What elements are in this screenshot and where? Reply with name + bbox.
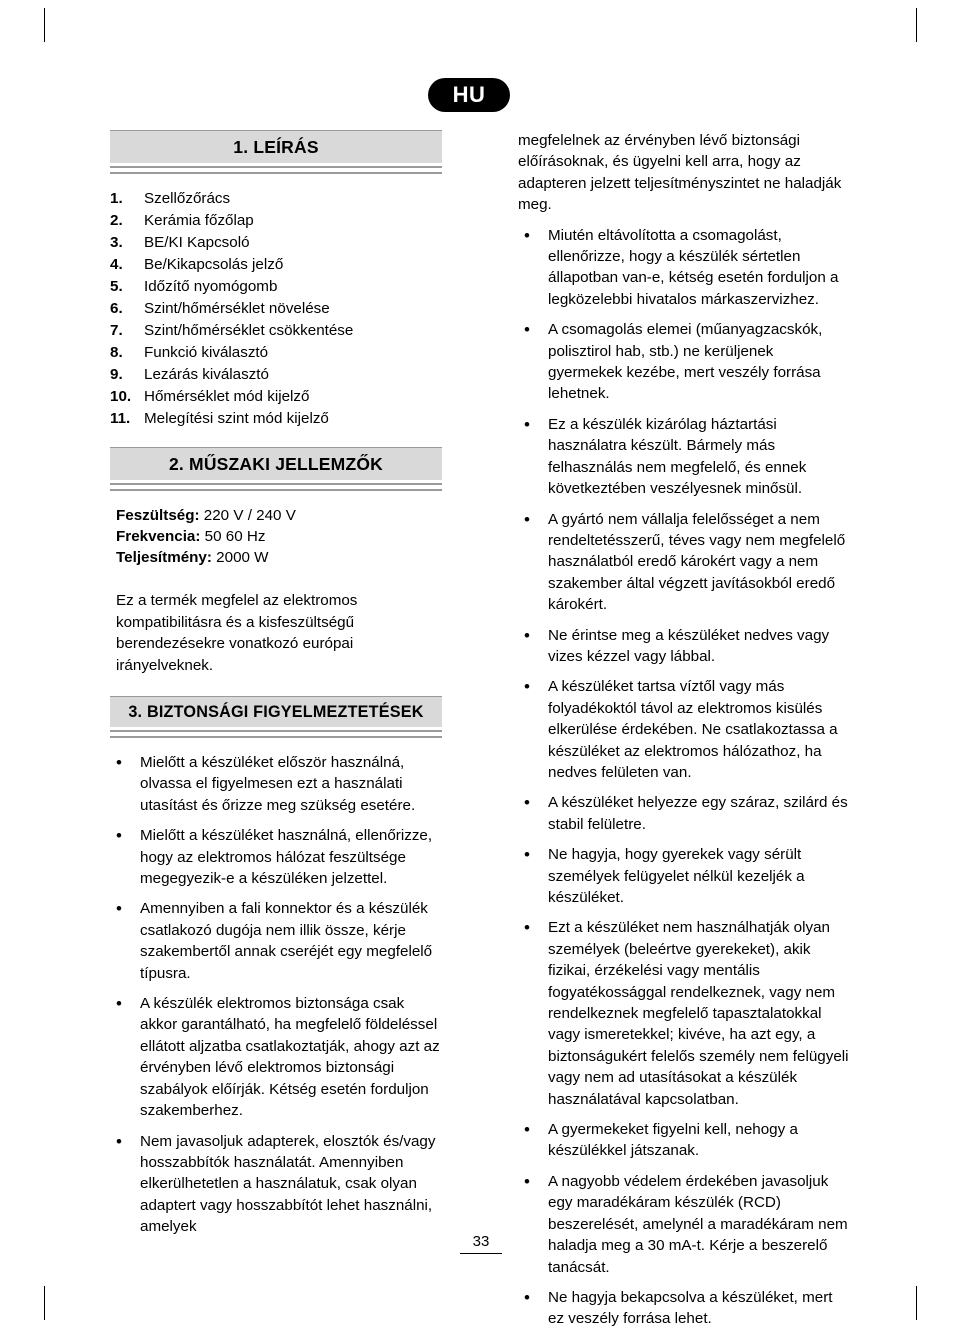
list-item-label: Hőmérséklet mód kijelző bbox=[144, 388, 310, 405]
safety-bullets-left bbox=[110, 752, 442, 1238]
spec-value: 2000 W bbox=[216, 549, 269, 566]
list-item-label: Mielőtt a készüléket használná, ellenőrizze, hogy az elektromos hálózat feszültsége megegyezik-e a készüléken jelzettel. bbox=[140, 827, 433, 888]
list-item-label: Szellőzőrács bbox=[144, 190, 231, 207]
list-item-label: Ne érintse meg a készüléket nedves vagy vizes kézzel vagy lábbal. bbox=[548, 626, 830, 665]
list-item-index: 11. bbox=[110, 410, 131, 427]
list-item-label: Időzítő nyomógomb bbox=[144, 278, 278, 295]
list-item-label: Funkció kiválasztó bbox=[144, 344, 269, 361]
safety-bullets-right bbox=[518, 225, 850, 1330]
spec-label: Teljesítmény: bbox=[116, 549, 212, 566]
list-item bbox=[110, 993, 442, 1121]
list-item-index: 9. bbox=[110, 366, 123, 383]
section-rule-safety bbox=[110, 730, 442, 738]
list-item bbox=[110, 825, 442, 889]
list-item bbox=[518, 676, 850, 783]
list-item bbox=[518, 844, 850, 908]
list-item-label: A csomagolás elemei (műanyagzacskók, polisztirol hab, stb.) ne kerüljenek gyermekek kezébe, mert veszély forrása lehetnek. bbox=[548, 321, 823, 403]
list-item-index: 5. bbox=[110, 278, 123, 295]
list-item bbox=[518, 625, 850, 668]
crop-mark-bottom-left bbox=[44, 1286, 45, 1320]
list-item bbox=[110, 1131, 442, 1238]
list-item bbox=[110, 210, 442, 231]
list-item-label: Be/Kikapcsolás jelző bbox=[144, 256, 284, 273]
list-item-label: Ezt a készüléket nem használhatják olyan személyek (beleértve gyerekeket), akik fizikai, érzékelési vagy mentális fogyatékossággal rendelkeznek, vagy nem rendelkeznek megfelelő tapasztalatokkal vagy ismeretekkel; kivéve, ha azt egy, a biztonságukért felelős személy nem felügyeli vagy nem ad utasításokat a készülék használatával kapcsolatban. bbox=[548, 919, 849, 1108]
list-item-index: 8. bbox=[110, 344, 123, 361]
description-list bbox=[110, 188, 442, 429]
list-item bbox=[110, 276, 442, 297]
list-item-label: A készüléket tartsa víztől vagy más folyadékoktól távol az elektromos kisülés elkerülése érdekében. Ne csatlakoztassa a készüléket az elektromos hálózathoz, ha nedves felületen van. bbox=[548, 678, 838, 781]
list-item-label: BE/KI Kapcsoló bbox=[144, 234, 250, 251]
list-item-label: Ez a készülék kizárólag háztartási használatra készült. Bármely más felhasználás nem megfelelő, és ennek következtében veszélyesnek minősül. bbox=[548, 415, 807, 498]
list-item-index: 2. bbox=[110, 212, 123, 229]
list-item bbox=[518, 225, 850, 311]
list-item-label: Szint/hőmérséklet csökkentése bbox=[144, 322, 354, 339]
bullet-icon: • bbox=[524, 1171, 530, 1191]
list-item bbox=[518, 792, 850, 835]
bullet-icon: • bbox=[524, 918, 530, 938]
spec-value: 50 60 Hz bbox=[204, 528, 266, 545]
section-heading-safety: 3. BIZTONSÁGI FIGYELMEZTETÉSEK bbox=[110, 696, 442, 727]
list-item-label: A gyártó nem vállalja felelősséget a nem rendeltetésszerű, téves vagy nem megfelelő használatból eredő károkért vagy a nem szakember által végzett javításokból eredő károkért. bbox=[548, 510, 846, 614]
bullet-icon: • bbox=[524, 793, 530, 813]
list-item bbox=[110, 298, 442, 319]
section-rule-description bbox=[110, 166, 442, 174]
bullet-icon: • bbox=[116, 1131, 122, 1151]
list-item bbox=[110, 232, 442, 253]
page-number: 33 bbox=[460, 1233, 502, 1254]
list-item bbox=[518, 1171, 850, 1278]
list-item bbox=[518, 917, 850, 1110]
list-item bbox=[518, 1119, 850, 1162]
safety-continuation-text: megfelelnek az érvényben lévő biztonsági előírásoknak, és ügyelni kell arra, hogy az adapteren jelzett teljesítményszintet ne haladják meg. bbox=[518, 132, 842, 214]
crop-mark-bottom-right bbox=[916, 1286, 917, 1320]
spec-power bbox=[116, 547, 442, 568]
bullet-icon: • bbox=[524, 1120, 530, 1140]
list-item-label: A nagyobb védelem érdekében javasoljuk egy maradékáram készülék (RCD) beszerelését, amelynél a maradékáram nem haladja meg a 30 mA-t. Kérje a beszerelő tanácsát. bbox=[548, 1172, 848, 1276]
list-item bbox=[110, 188, 442, 209]
section-heading-description: 1. LEÍRÁS bbox=[110, 130, 442, 163]
crop-mark-top-right bbox=[916, 8, 917, 42]
spec-frequency bbox=[116, 526, 442, 547]
bullet-icon: • bbox=[524, 225, 530, 245]
spec-label: Feszültség: bbox=[116, 507, 200, 524]
list-item-index: 6. bbox=[110, 300, 123, 317]
section-rule-technical bbox=[110, 483, 442, 491]
list-item-index: 1. bbox=[110, 190, 123, 207]
spec-voltage bbox=[116, 505, 442, 526]
list-item-index: 3. bbox=[110, 234, 123, 251]
bullet-icon: • bbox=[116, 899, 122, 919]
spec-value: 220 V / 240 V bbox=[203, 507, 296, 524]
list-item bbox=[110, 364, 442, 385]
list-item bbox=[518, 414, 850, 500]
list-item bbox=[110, 254, 442, 275]
list-item-label: Ne hagyja bekapcsolva a készüléket, mert ez veszély forrása lehet. bbox=[548, 1288, 833, 1328]
language-badge: HU bbox=[428, 78, 510, 112]
spec-label: Frekvencia: bbox=[116, 528, 201, 545]
bullet-icon: • bbox=[524, 625, 530, 645]
list-item bbox=[110, 898, 442, 984]
list-item-label: A készülék elektromos biztonsága csak akkor garantálható, ha megfelelő földeléssel ellátott aljzatba csatlakoztatják, ahogy azt az érvényben lévő elektromos biztonsági szabályok előírják. Kétség esetén forduljon szakemberhez. bbox=[140, 995, 440, 1120]
list-item-label: A gyermekeket figyelni kell, nehogy a készülékkel játszanak. bbox=[548, 1121, 798, 1160]
list-item-label: Lezárás kiválasztó bbox=[144, 366, 269, 383]
bullet-icon: • bbox=[524, 509, 530, 529]
crop-mark-top-left bbox=[44, 8, 45, 42]
list-item bbox=[110, 320, 442, 341]
bullet-icon: • bbox=[524, 414, 530, 434]
bullet-icon: • bbox=[524, 845, 530, 865]
list-item-label: Melegítési szint mód kijelző bbox=[144, 410, 329, 427]
list-item-label: Mielőtt a készüléket először használná, olvassa el figyelmesen ezt a használati utasítást és őrizze meg szükség esetére. bbox=[140, 754, 416, 814]
list-item bbox=[518, 509, 850, 616]
list-item bbox=[110, 342, 442, 363]
list-item-label: Amennyiben a fali konnektor és a készülék csatlakozó dugója nem illik össze, kérje szakembertől annak cseréjét egy megfelelő típusra. bbox=[140, 900, 433, 982]
list-item-label: Miutén eltávolította a csomagolást, ellenőrizze, hogy a készülék sértetlen állapotban van-e, kétség esetén forduljon a legközelebbi hivatalos márkaszervizhez. bbox=[548, 226, 839, 308]
left-column bbox=[110, 130, 442, 1247]
list-item-label: A készüléket helyezze egy száraz, szilárd és stabil felületre. bbox=[548, 794, 848, 833]
list-item bbox=[110, 408, 442, 429]
list-item-label: Ne hagyja, hogy gyerekek vagy sérült személyek felügyelet nélkül kezeljék a készüléket. bbox=[548, 846, 805, 906]
list-item bbox=[518, 1287, 850, 1330]
bullet-icon: • bbox=[524, 320, 530, 340]
bullet-icon: • bbox=[524, 1287, 530, 1307]
compliance-note: Ez a termék megfelel az elektromos kompatibilitásra és a kisfeszültségű berendezésekre vonatkozó európai irányelveknek. bbox=[116, 592, 358, 674]
list-item bbox=[110, 752, 442, 816]
page-footer bbox=[0, 1233, 962, 1254]
list-item bbox=[518, 319, 850, 405]
section-heading-technical: 2. MŰSZAKI JELLEMZŐK bbox=[110, 447, 442, 480]
list-item-index: 7. bbox=[110, 322, 123, 339]
bullet-icon: • bbox=[116, 994, 122, 1014]
list-item-index: 4. bbox=[110, 256, 123, 273]
list-item-label: Kerámia főzőlap bbox=[144, 212, 254, 229]
list-item-index: 10. bbox=[110, 388, 132, 405]
list-item bbox=[110, 386, 442, 407]
list-item-label: Szint/hőmérséklet növelése bbox=[144, 300, 330, 317]
list-item-label: Nem javasoljuk adapterek, elosztók és/vagy hosszabbítók használatát. Amennyiben elkerülhetetlen a használatuk, csak olyan adaptert vagy hosszabbítót lehet használni, amelyek bbox=[140, 1132, 436, 1236]
bullet-icon: • bbox=[116, 826, 122, 846]
bullet-icon: • bbox=[524, 677, 530, 697]
right-column bbox=[518, 130, 850, 1339]
bullet-icon: • bbox=[116, 753, 122, 772]
